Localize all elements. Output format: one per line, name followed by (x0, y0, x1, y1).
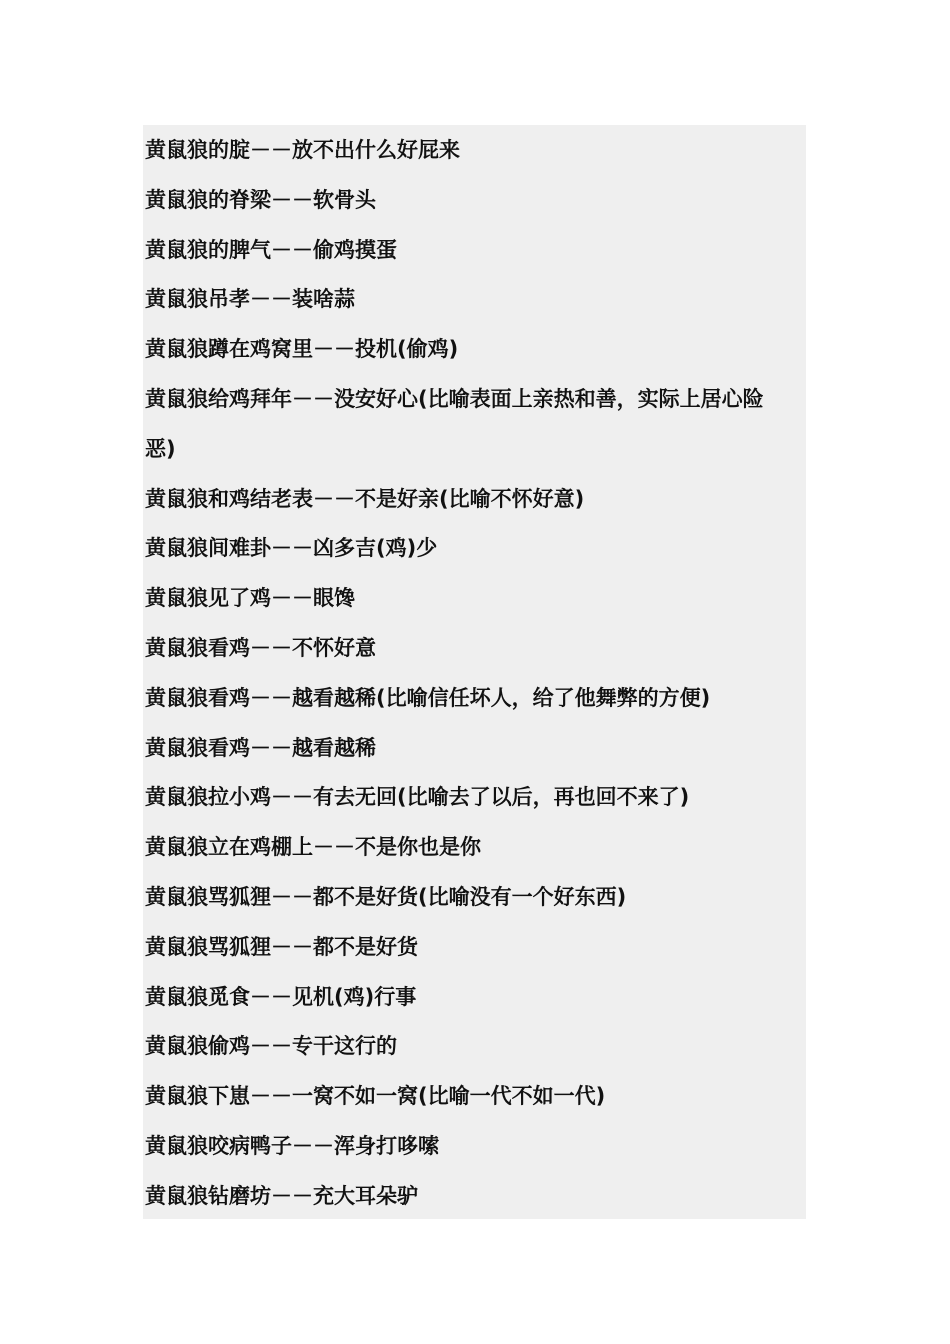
text-line: 黄鼠狼的脊梁－－软骨头 (145, 187, 376, 212)
text-line: 黄鼠狼骂狐狸－－都不是好货 (145, 934, 418, 959)
text-line: 黄鼠狼见了鸡－－眼馋 (145, 586, 355, 611)
text-line: 黄鼠狼间难卦－－凶多吉(鸡)少 (145, 536, 438, 561)
text-line: 黄鼠狼看鸡－－越看越稀(比喻信任坏人，给了他舞弊的方便) (145, 685, 711, 710)
text-line: 黄鼠狼骂狐狸－－都不是好货(比喻没有一个好东西) (145, 884, 627, 909)
text-line: 黄鼠狼立在鸡棚上－－不是你也是你 (145, 835, 481, 860)
text-line: 黄鼠狼偷鸡－－专干这行的 (145, 1034, 397, 1059)
text-line: 黄鼠狼下崽－－一窝不如一窝(比喻一代不如一代) (145, 1084, 606, 1109)
text-line: 黄鼠狼钻磨坊－－充大耳朵驴 (145, 1183, 418, 1208)
xiehouyu-list (145, 126, 805, 1222)
text-line: 恶) (145, 436, 176, 461)
text-line: 黄鼠狼的脾气－－偷鸡摸蛋 (145, 237, 397, 262)
text-line: 黄鼠狼看鸡－－不怀好意 (145, 635, 376, 660)
text-line: 黄鼠狼咬病鸭子－－浑身打哆嗦 (145, 1133, 439, 1158)
text-line: 黄鼠狼和鸡结老表－－不是好亲(比喻不怀好意) (145, 486, 585, 511)
text-line: 黄鼠狼蹲在鸡窝里－－投机(偷鸡) (145, 337, 459, 362)
text-line: 黄鼠狼拉小鸡－－有去无回(比喻去了以后，再也回不来了) (145, 785, 690, 810)
text-line: 黄鼠狼看鸡－－越看越稀 (145, 735, 376, 760)
text-line: 黄鼠狼吊孝－－装啥蒜 (145, 287, 355, 312)
text-line: 黄鼠狼的腚－－放不出什么好屁来 (145, 138, 460, 162)
text-line: 黄鼠狼觅食－－见机(鸡)行事 (145, 984, 417, 1009)
text-line: 黄鼠狼给鸡拜年－－没安好心(比喻表面上亲热和善，实际上居心险 (145, 386, 764, 411)
